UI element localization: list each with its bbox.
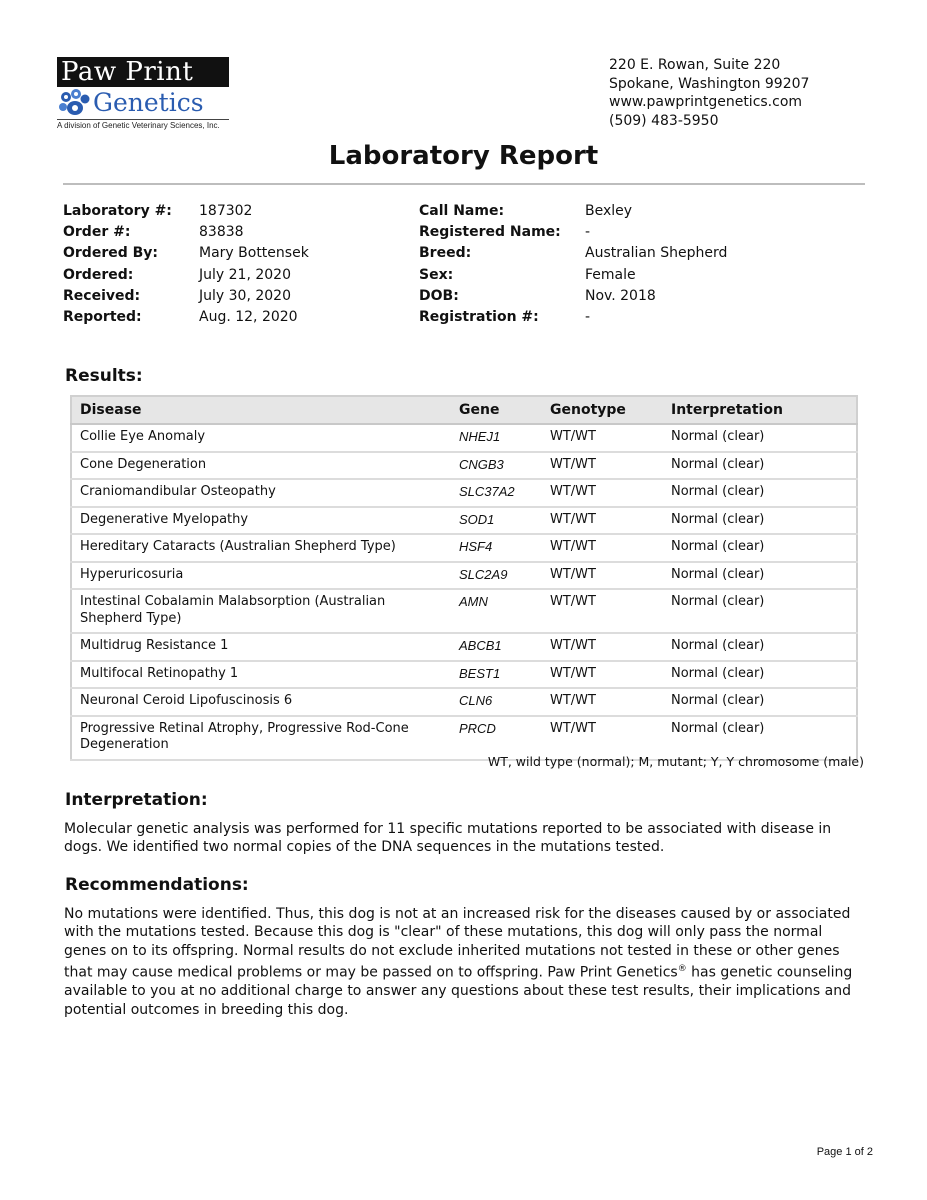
genotype-cell: WT/WT	[542, 479, 663, 507]
registered-mark: ®	[677, 964, 687, 975]
info-value: Australian Shepherd	[585, 245, 728, 262]
recommendations-heading: Recommendations:	[65, 875, 249, 895]
info-value: 83838	[199, 224, 244, 241]
disease-cell: Intestinal Cobalamin Malabsorption (Australian Shepherd Type)	[71, 589, 451, 633]
logo-bottom-text: Genetics	[93, 88, 204, 117]
gene-cell: ABCB1	[451, 633, 542, 661]
gene-cell: AMN	[451, 589, 542, 633]
info-row	[419, 307, 727, 328]
table-row	[71, 562, 857, 590]
column-header-genotype: Genotype	[542, 396, 663, 424]
disease-cell: Hereditary Cataracts (Australian Shepherd Type)	[71, 534, 451, 562]
info-row	[63, 286, 309, 307]
genotype-legend: WT, wild type (normal); M, mutant; Y, Y chromosome (male)	[487, 754, 864, 769]
gene-cell: BEST1	[451, 661, 542, 689]
info-row	[63, 265, 309, 286]
interpretation-heading: Interpretation:	[65, 790, 208, 810]
info-value: Mary Bottensek	[199, 245, 309, 262]
phone-number: (509) 483-5950	[609, 112, 719, 129]
address-line: 220 E. Rowan, Suite 220	[609, 57, 781, 73]
genotype-cell: WT/WT	[542, 452, 663, 480]
info-row	[63, 243, 309, 264]
table-header-row	[71, 396, 857, 424]
company-logo	[57, 57, 229, 130]
interpretation-cell: Normal (clear)	[663, 507, 857, 535]
recommendations-text	[64, 905, 864, 1019]
genotype-cell: WT/WT	[542, 633, 663, 661]
disease-cell: Multidrug Resistance 1	[71, 633, 451, 661]
interpretation-cell: Normal (clear)	[663, 452, 857, 480]
table-row	[71, 534, 857, 562]
disease-cell: Degenerative Myelopathy	[71, 507, 451, 535]
table-row	[71, 452, 857, 480]
column-header-interpretation: Interpretation	[663, 396, 857, 424]
gene-cell: CLN6	[451, 688, 542, 716]
table-row	[71, 507, 857, 535]
logo-top-text: Paw Print	[57, 57, 229, 87]
info-value: July 30, 2020	[199, 287, 291, 304]
info-label: Order #:	[63, 224, 131, 241]
info-row	[419, 222, 727, 243]
disease-cell: Collie Eye Anomaly	[71, 424, 451, 452]
disease-cell: Craniomandibular Osteopathy	[71, 479, 451, 507]
interpretation-text: Molecular genetic analysis was performed for 11 specific mutations reported to be associated with disease in dogs. We identified two normal copies of the DNA sequences in the mutations tested.	[64, 821, 832, 856]
info-value: July 21, 2020	[199, 266, 291, 283]
disease-cell: Cone Degeneration	[71, 452, 451, 480]
order-info	[63, 201, 309, 328]
info-value: Female	[585, 266, 636, 283]
info-value: Nov. 2018	[585, 287, 656, 304]
info-label: DOB:	[419, 287, 459, 304]
website-link[interactable]: www.pawprintgenetics.com	[609, 94, 803, 110]
disease-cell: Neuronal Ceroid Lipofuscinosis 6	[71, 688, 451, 716]
info-value: -	[585, 224, 591, 241]
report-title: Laboratory Report	[328, 141, 599, 171]
info-label: Ordered By:	[63, 245, 159, 262]
gene-cell: SOD1	[451, 507, 542, 535]
info-row	[419, 201, 727, 222]
info-label: Registration #:	[419, 309, 539, 326]
column-header-gene: Gene	[451, 396, 542, 424]
genotype-cell: WT/WT	[542, 562, 663, 590]
info-label: Received:	[63, 287, 141, 304]
column-header-disease: Disease	[71, 396, 451, 424]
info-value: 187302	[199, 203, 253, 219]
info-value: -	[585, 309, 591, 326]
info-value: Bexley	[585, 203, 633, 219]
interpretation-cell: Normal (clear)	[663, 661, 857, 689]
info-label: Laboratory #:	[63, 203, 172, 219]
interpretation-cell: Normal (clear)	[663, 534, 857, 562]
disease-cell: Multifocal Retinopathy 1	[71, 661, 451, 689]
table-row	[71, 716, 857, 760]
table-row	[71, 661, 857, 689]
results-heading: Results:	[65, 366, 143, 386]
info-row	[419, 265, 727, 286]
info-row	[63, 307, 309, 328]
table-row	[71, 688, 857, 716]
info-row	[419, 286, 727, 307]
gene-cell: NHEJ1	[451, 424, 542, 452]
dog-info	[419, 201, 727, 328]
logo-subtitle: A division of Genetic Veterinary Sciences, Inc.	[57, 119, 229, 130]
genotype-cell: WT/WT	[542, 661, 663, 689]
info-label: Registered Name:	[419, 224, 561, 241]
info-label: Breed:	[419, 245, 472, 262]
interpretation-cell: Normal (clear)	[663, 716, 857, 760]
gene-cell: PRCD	[451, 716, 542, 760]
interpretation-cell: Normal (clear)	[663, 688, 857, 716]
info-label: Reported:	[63, 309, 142, 326]
info-label: Ordered:	[63, 266, 134, 283]
gene-cell: SLC2A9	[451, 562, 542, 590]
info-label: Call Name:	[419, 203, 505, 219]
table-row	[71, 589, 857, 633]
gene-cell: HSF4	[451, 534, 542, 562]
interpretation-cell: Normal (clear)	[663, 589, 857, 633]
paw-print-icon	[57, 88, 93, 118]
title-divider	[63, 183, 865, 185]
info-row	[419, 243, 727, 264]
table-row	[71, 479, 857, 507]
interpretation-cell: Normal (clear)	[663, 424, 857, 452]
disease-cell: Hyperuricosuria	[71, 562, 451, 590]
genotype-cell: WT/WT	[542, 424, 663, 452]
recommendations-text-part2: has genetic counseling available to you at no additional charge to answer any questions about these test results, their implications and potential outcomes in breeding this dog.	[64, 964, 853, 1018]
interpretation-cell: Normal (clear)	[663, 479, 857, 507]
genotype-cell: WT/WT	[542, 534, 663, 562]
interpretation-cell: Normal (clear)	[663, 562, 857, 590]
gene-cell: SLC37A2	[451, 479, 542, 507]
table-row	[71, 633, 857, 661]
genotype-cell: WT/WT	[542, 688, 663, 716]
disease-cell: Progressive Retinal Atrophy, Progressive Rod-Cone Degeneration	[71, 716, 451, 760]
interpretation-cell: Normal (clear)	[663, 633, 857, 661]
info-value: Aug. 12, 2020	[199, 309, 298, 326]
recommendations-text-part1: No mutations were identified. Thus, this dog is not at an increased risk for the diseases caused by or associated with the mutations tested. Because this dog is "clear" of these mutations, this dog will only pass the normal genes on to its offspring. Normal results do not exclude inherited mutations not tested in these or other genes that may cause medical problems or may be passed on to offspring. Paw Print Genetics	[64, 906, 851, 981]
page-number: Page 1 of 2	[816, 1146, 873, 1158]
genotype-cell: WT/WT	[542, 507, 663, 535]
company-address	[609, 56, 809, 130]
info-row	[63, 222, 309, 243]
results-table	[70, 395, 858, 761]
table-row	[71, 424, 857, 452]
genotype-cell: WT/WT	[542, 716, 663, 760]
gene-cell: CNGB3	[451, 452, 542, 480]
info-label: Sex:	[419, 266, 454, 283]
info-row	[63, 201, 309, 222]
genotype-cell: WT/WT	[542, 589, 663, 633]
address-line: Spokane, Washington 99207	[609, 75, 810, 92]
